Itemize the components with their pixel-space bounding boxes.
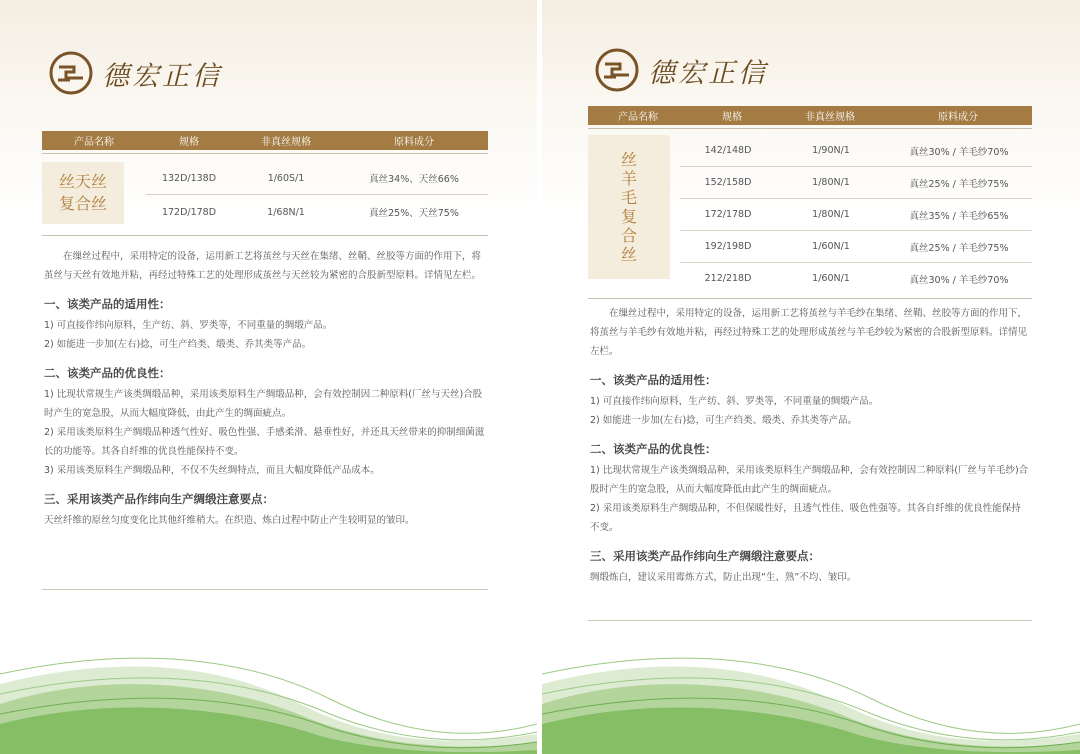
table-rule: [588, 128, 1032, 129]
product-name-char: 合: [620, 226, 637, 245]
product-name-char: 复: [620, 207, 637, 226]
cell-nonsilk: 1/80N/1: [812, 209, 850, 220]
table-rule: [42, 153, 488, 154]
product-name-char: 毛: [620, 188, 637, 207]
table-row: [680, 199, 1032, 231]
header-nonsilk: 非真丝规格: [261, 137, 311, 148]
table-row: [680, 167, 1032, 199]
section-2-item: 1) 比现状常规生产该类绸缎品种，采用该类原料生产绸缎品种，会有效控制因二种原料(厂丝与天丝)合股时产生的宽急股，从而大幅度降低，由此产生的绸面疵点。: [44, 389, 483, 419]
product-name-line: 丝天丝: [58, 172, 107, 191]
cell-composition: 真丝25% / 羊毛纱75%: [909, 242, 1009, 254]
decorative-waves: [542, 624, 1080, 754]
decorative-waves: [0, 624, 537, 754]
cell-composition: 真丝35% / 羊毛纱65%: [909, 210, 1009, 222]
table-body: [588, 135, 1032, 294]
table-row: [680, 231, 1032, 263]
section-2-title: 二、该类产品的优良性：: [44, 366, 171, 380]
intro-paragraph: 在缫丝过程中，采用特定的设备，运用新工艺将茧丝与羊毛纱在集绪、丝鞘、丝胶等方面的作用下，将茧丝与羊毛纱有效地并粘，再经过特殊工艺的处理形成茧丝与羊毛纱较为紧密的合股新型原料。详情见左栏。: [590, 308, 1028, 357]
brand-name: 德宏正信: [648, 57, 768, 89]
cell-spec: 132D/138D: [161, 172, 217, 184]
left-page: [0, 0, 537, 754]
section-1-item: 1) 可直接作纬向原料，生产纺、斜、罗类等，不同重量的绸缎产品。: [590, 396, 879, 407]
cell-spec: 172/178D: [704, 209, 752, 220]
cell-composition: 真丝25%、天丝75%: [369, 208, 459, 219]
cell-spec: 152/158D: [704, 177, 752, 188]
cell-spec: 142/148D: [704, 145, 752, 156]
description-body: [590, 304, 1030, 587]
table-rule: [588, 298, 1032, 299]
brand-name: 德宏正信: [102, 60, 222, 92]
product-name-char: 羊: [620, 169, 637, 188]
header-nonsilk: 非真丝规格: [805, 112, 855, 123]
header-composition: 原料成分: [938, 112, 978, 123]
end-rule: [42, 589, 488, 590]
product-name-line: 复合丝: [58, 194, 107, 213]
table-header: [588, 106, 1032, 125]
description-body: [44, 247, 486, 530]
cell-nonsilk: 1/60N/1: [812, 273, 850, 284]
table-row: [146, 162, 488, 195]
section-2-title: 二、该类产品的优良性：: [590, 442, 717, 456]
section-1-title: 一、该类产品的适用性：: [44, 297, 171, 311]
section-2-item: 2) 采用该类原料生产绸缎品种透气性好、吸色性强、手感柔滑、悬垂性好，并还具天丝带来的抑制细菌滋长的功能等。其各自纤维的优良性能保持不变。: [44, 427, 485, 457]
section-2-item: 3) 采用该类原料生产绸缎品种，不仅不失丝绸特点，而且大幅度降低产品成本。: [44, 465, 380, 476]
product-name-box: [588, 135, 670, 279]
cell-nonsilk: 1/60S/1: [267, 172, 305, 184]
cell-composition: 真丝30% / 羊毛纱70%: [909, 146, 1009, 158]
section-1-item: 2) 如能进一步加(左右)捻，可生产绉类、缎类、乔其类等产品。: [590, 415, 858, 426]
section-1-item: 2) 如能进一步加(左右)捻，可生产绉类、缎类、乔其类等产品。: [44, 339, 312, 350]
header-spec: 规格: [722, 112, 742, 123]
intro-paragraph: 在缫丝过程中，采用特定的设备，运用新工艺将茧丝与天丝在集绪、丝鞘、丝胶等方面的作用下，将茧丝与天丝有效地并粘，再经过特殊工艺的处理形成茧丝与天丝较为紧密的合股新型原料。详情见左栏。: [44, 251, 482, 281]
cell-nonsilk: 1/68N/1: [267, 206, 305, 218]
cell-spec: 172D/178D: [161, 206, 217, 218]
cell-composition: 真丝25% / 羊毛纱75%: [909, 178, 1009, 190]
product-name-char: 丝: [620, 245, 637, 264]
section-2-item: 2) 采用该类原料生产绸缎品种，不但保暖性好，且透气性佳、吸色性强等。其各自纤维的优良性能保持不变。: [590, 503, 1021, 533]
table-row: [680, 135, 1032, 167]
section-1-item: 1) 可直接作纬向原料，生产纺、斜、罗类等，不同重量的绸缎产品。: [44, 320, 333, 331]
product-table: [42, 131, 488, 236]
table-row: [680, 263, 1032, 294]
table-header: [42, 131, 488, 150]
product-name-char: 丝: [620, 150, 637, 169]
section-3-title: 三、采用该类产品作纬向生产绸缎注意要点：: [44, 492, 274, 506]
section-3-item: 绸缎炼白，建议采用霉炼方式，防止出现“生、熟”不均、皱印。: [590, 572, 857, 583]
cell-spec: 192/198D: [704, 241, 752, 252]
brand-logo: [594, 47, 768, 93]
header-product-name: 产品名称: [74, 137, 114, 148]
product-name-box: [42, 162, 124, 224]
table-rows: [680, 135, 1032, 294]
section-2-item: 1) 比现状常规生产该类绸缎品种，采用该类原料生产绸缎品种，会有效控制因二种原料(厂丝与羊毛纱)合股时产生的宽急股，从而大幅度降低由此产生的绸面疵点。: [590, 465, 1029, 495]
product-table: [588, 106, 1032, 299]
brand-emblem-icon: [48, 50, 94, 96]
header-composition: 原料成分: [394, 137, 434, 148]
section-3-title: 三、采用该类产品作纬向生产绸缎注意要点：: [590, 549, 820, 563]
cell-composition: 真丝30% / 羊毛纱70%: [909, 274, 1009, 286]
header-spec: 规格: [179, 137, 199, 148]
brand-emblem-icon: [594, 47, 640, 93]
cell-spec: 212/218D: [704, 273, 752, 284]
table-row: [146, 195, 488, 229]
cell-nonsilk: 1/60N/1: [812, 241, 850, 252]
cell-composition: 真丝34%、天丝66%: [369, 174, 459, 185]
cell-nonsilk: 1/90N/1: [812, 145, 850, 156]
header-product-name: 产品名称: [618, 112, 658, 123]
section-1-title: 一、该类产品的适用性：: [590, 373, 717, 387]
table-rule: [42, 235, 488, 236]
cell-nonsilk: 1/80N/1: [812, 177, 850, 188]
table-rows: [146, 162, 488, 229]
table-body: [42, 162, 488, 229]
brand-logo: [48, 50, 222, 96]
section-3-item: 天丝纤维的原丝匀度变化比其他纤维稍大。在织造、炼白过程中防止产生较明显的皱印。: [44, 515, 415, 526]
right-page: [542, 0, 1080, 754]
end-rule: [588, 620, 1032, 621]
